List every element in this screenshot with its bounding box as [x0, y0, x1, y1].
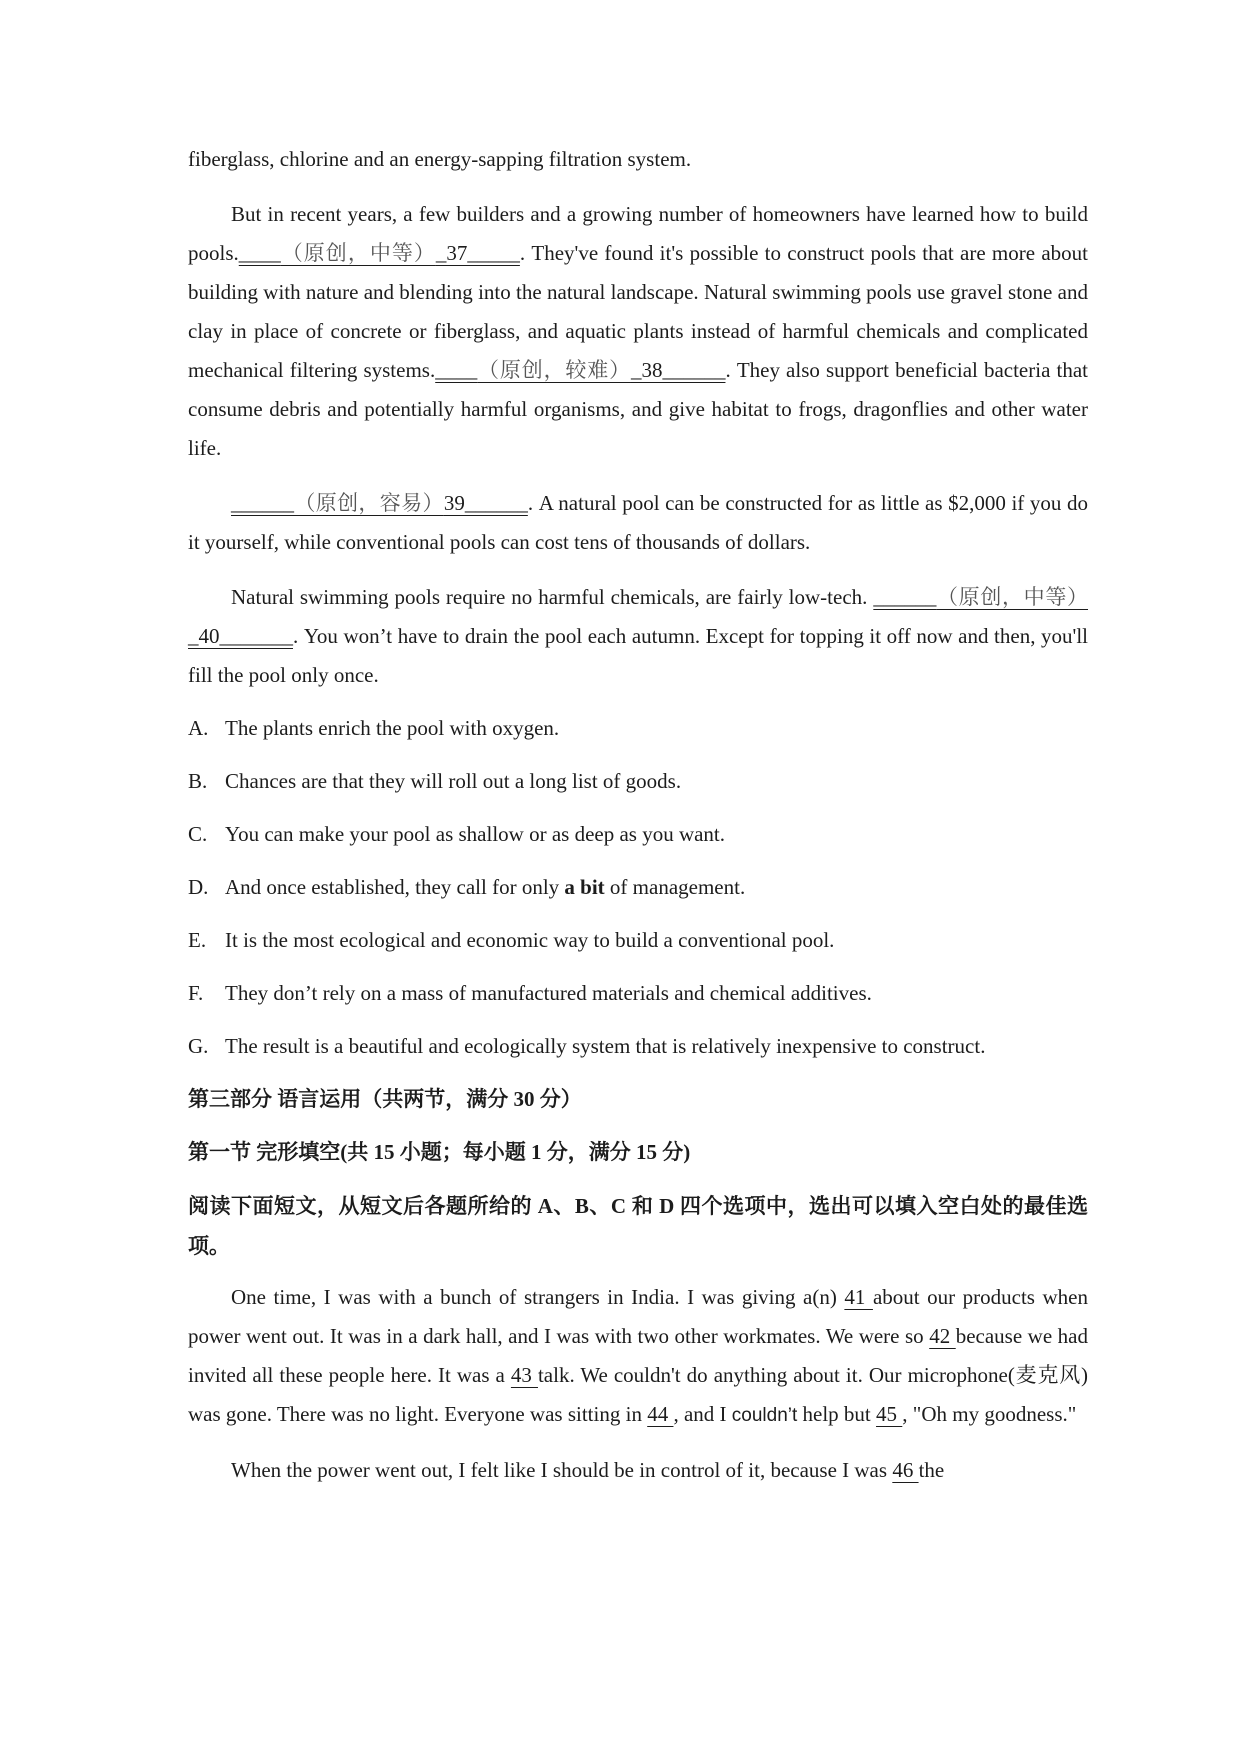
instruction: 阅读下面短文，从短文后各题所给的 A、B、C 和 D 四个选项中，选出可以填入空白处的最佳选项。: [188, 1194, 1088, 1258]
exam-page: [188, 140, 1088, 1490]
blank-41: 41: [844, 1285, 873, 1309]
option-text: You can make your pool as shallow or as deep as you want.: [225, 822, 726, 846]
passage-line: fiberglass, chlorine and an energy-sapping filtration system.: [188, 147, 692, 171]
bold-phrase: a bit: [564, 875, 605, 899]
source-note: （原创，容易）: [294, 491, 444, 515]
option-letter: C.: [188, 822, 208, 846]
blank-46: 46: [892, 1458, 919, 1482]
option-letter: F.: [188, 981, 204, 1005]
blank-44: 44: [647, 1402, 674, 1426]
option-text: They don’t rely on a mass of manufactured materials and chemical additives.: [225, 981, 872, 1005]
passage-text: But in recent years, a few builders and a growing number of homeowners have learned how to build pools.: [188, 202, 1088, 265]
option-f: [188, 974, 1088, 1013]
option-text: The plants enrich the pool with oxygen.: [225, 716, 560, 740]
blank-45: 45: [876, 1402, 903, 1426]
cloze-paragraph-1: One time, I was with a bunch of strangers in India. I was giving a(n) 41 about our products when power went out. It was in a dark hall, and I was with two other workmates. We were so 42 because we had invited all these people here. It was a 43 talk. We couldn't do anything about it. Our microphone(麦克风) was gone. There was no light. Everyone was sitting in 44 , and I couldn’t help but 45 , "Oh my goodness.": [188, 1285, 1089, 1426]
option-text: It is the most ecological and economic way to build a conventional pool.: [225, 928, 835, 952]
section1-heading: 第一节 完形填空(共 15 小题；每小题 1 分，满分 15 分): [188, 1140, 691, 1164]
option-b: [188, 762, 1088, 801]
option-c: [188, 815, 1088, 854]
source-note: （原创，中等）: [280, 241, 436, 265]
option-a: [188, 709, 1088, 748]
passage-paragraph-3: [188, 578, 1088, 695]
option-g: [188, 1027, 1088, 1066]
blank-43: 43: [510, 1363, 538, 1387]
blank-42: 42: [929, 1324, 956, 1348]
passage-text: Natural swimming pools require no harmful chemicals, are fairly low-tech.: [231, 585, 868, 609]
passage-text: . They also support beneficial bacteria that consume debris and potentially harmful organisms, and give habitat to frogs, dragonflies and other water life.: [188, 358, 1088, 460]
cloze-paragraph-2: When the power went out, I felt like I should be in control of it, because I was 46 the: [231, 1458, 945, 1482]
option-e: [188, 921, 1088, 960]
source-note: （原创，中等）: [936, 585, 1089, 609]
blank-40: ______（原创，中等）_40_______: [188, 585, 1089, 648]
passage-paragraph-1: [188, 195, 1088, 468]
option-text: The result is a beautiful and ecologically system that is relatively inexpensive to construct.: [225, 1034, 986, 1058]
part3-heading: 第三部分 语言运用（共两节，满分 30 分）: [188, 1087, 582, 1111]
option-letter: A.: [188, 716, 209, 740]
option-text: Chances are that they will roll out a long list of goods.: [225, 769, 682, 793]
option-letter: B.: [188, 769, 208, 793]
passage-text: . A natural pool can be constructed for as little as $2,000 if you do it yourself, while conventional pools can cost tens of thousands of dollars.: [188, 491, 1089, 554]
option-text: And once established, they call for only a bit of management.: [225, 875, 746, 899]
passage-text: . You won’t have to drain the pool each autumn. Except for topping it off now and then, you'll fill the pool only once.: [188, 624, 1088, 687]
source-note: （原创，较难）: [477, 358, 631, 382]
blank-38: ____（原创，较难）_38______: [435, 358, 726, 382]
sans-word: couldn’t: [731, 1405, 798, 1426]
option-letter: D.: [188, 875, 209, 899]
option-letter: G.: [188, 1034, 209, 1058]
passage-text: . They've found it's possible to construct pools that are more about building with nature and blending into the natural landscape. Natural swimming pools use gravel stone and clay in place of concrete or fiberglass, and aquatic plants instead of harmful chemicals and complicated mechanical filtering systems.: [188, 241, 1089, 382]
blank-37: ____（原创，中等）_37_____: [238, 241, 520, 265]
option-letter: E.: [188, 928, 207, 952]
option-d: [188, 868, 1088, 907]
passage-paragraph-2: [188, 484, 1088, 562]
blank-39: ______（原创，容易）39______: [231, 491, 528, 515]
